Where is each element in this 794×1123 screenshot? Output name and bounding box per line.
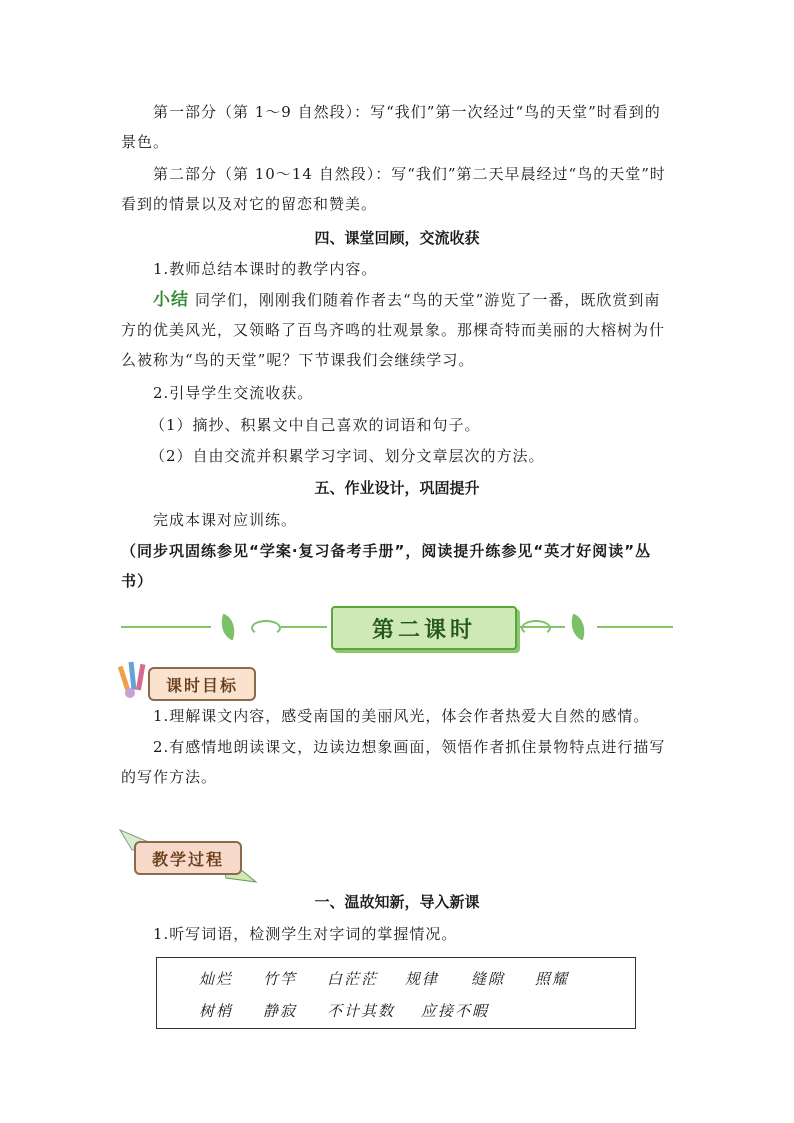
leaf-icon [566,614,590,641]
section4-item2: 2.引导学生交流收获。 [153,384,314,402]
word: 静寂 [263,1002,298,1020]
word: 树梢 [199,1002,234,1020]
homework-note: （同步巩固练参见“学案·复习备考手册”，阅读提升练参见“英才好阅读”丛书） [121,542,652,590]
section5-line1: 完成本课对应训练。 [153,511,298,529]
banner-line-left-inner [281,626,327,628]
word: 灿烂 [199,970,234,988]
part2-paragraph: 第二部分（第 10～14 自然段）：写“我们”第二天早晨经过“鸟的天堂”时看到的情景以及对它的留恋和赞美。 [121,165,666,213]
word: 照耀 [535,970,570,988]
lesson-banner [121,603,673,649]
banner-line-right [597,626,673,628]
section4-heading: 四、课堂回顾，交流收获 [314,229,480,247]
objective-item1: 1.理解课文内容，感受南国的美丽风光，体会作者热爱大自然的感情。 [153,707,650,725]
swirl-icon [521,620,551,636]
summary-label: 小结 [153,290,189,310]
objective-item2: 2.有感情地朗读课文，边读边想象画面，领悟作者抓住景物特点进行描写的写作方法。 [121,738,666,786]
process-badge: 教学过程 [134,841,242,875]
word: 竹竿 [263,970,298,988]
section4-sub1: （1）摘抄、积累文中自己喜欢的词语和句子。 [150,416,481,434]
section4-item1: 1.教师总结本课时的教学内容。 [153,260,378,278]
banner-title: 第二课时 [331,606,517,650]
banner-line-left [121,626,211,628]
summary-text: 同学们，刚刚我们随着作者去“鸟的天堂”游览了一番，既欣赏到南方的优美风光，又领略了百鸟齐鸣的壮观景象。那棵奇特而美丽的大榕树为什么被称为“鸟的天堂”呢？下节课我们会继续学习。 [121,291,666,369]
process-heading: 一、温故知新，导入新课 [314,893,480,911]
part1-paragraph: 第一部分（第 1～9 自然段）：写“我们”第一次经过“鸟的天堂”时看到的景色。 [121,103,661,151]
objectives-badge: 课时目标 [148,667,256,701]
process-item1: 1.听写词语，检测学生对字词的掌握情况。 [153,925,458,943]
section5-heading: 五、作业设计，巩固提升 [314,479,480,497]
swirl-icon [251,620,281,636]
word: 规律 [405,970,440,988]
word: 应接不暇 [421,1002,490,1020]
word: 缝隙 [471,970,506,988]
summary-paragraph [121,285,673,375]
dictation-word-box [156,957,636,1029]
section4-sub2: （2）自由交流并积累学习字词、划分文章层次的方法。 [150,447,545,465]
word: 白茫茫 [327,970,379,988]
word: 不计其数 [327,1002,396,1020]
leaf-icon [216,614,240,641]
